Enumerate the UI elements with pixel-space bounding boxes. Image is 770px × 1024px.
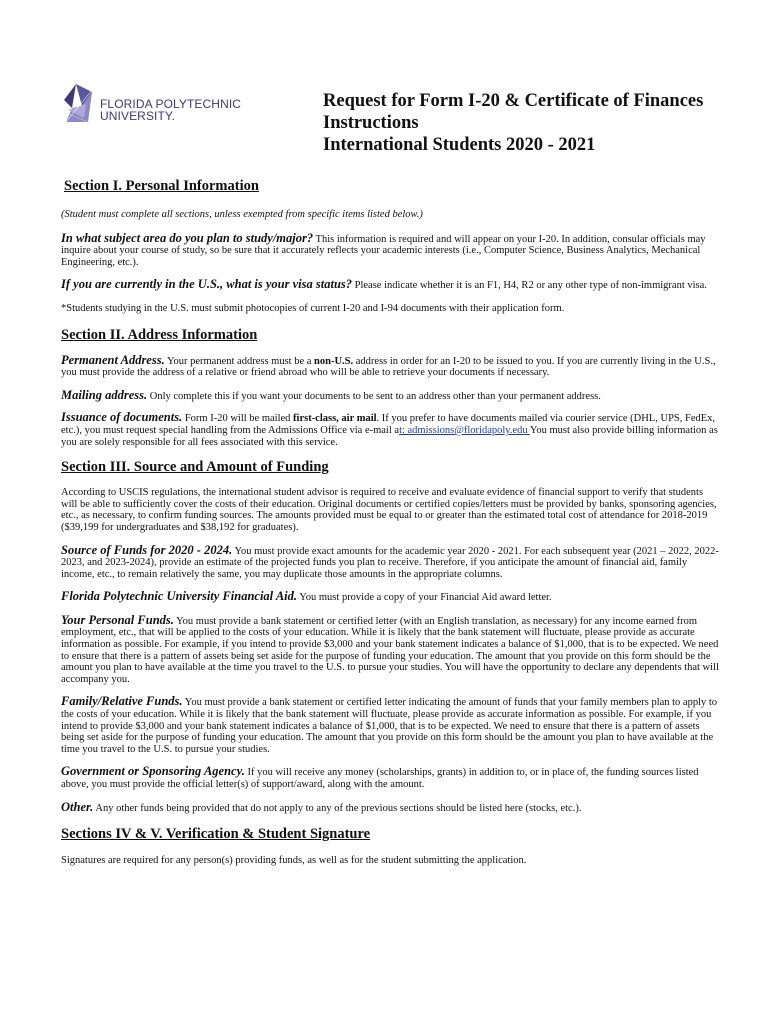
source-of-funds-text: You must provide exact amounts for the academic year 2020 - 2021. For each subsequent year (2021 – 2022, 2022-2023, and 2023-2024), provide an estimate of the projected funds you plan to receive. Therefore, if you anticipate the amount of financial aid, family income, etc., to remain relatively the same, you may duplicate those amounts in the appropriate columns. [61,545,719,580]
issuance-text-b: . If you prefer to have documents mailed via courier service (DHL, UPS, FedEx, etc.), you must request special handling from the Admissions Office via e-mail a [61,413,716,436]
document-body [61,178,719,867]
source-of-funds-lead: Source of Funds for 2020 - 2024. [61,542,233,557]
section-3-heading: Section III. Source and Amount of Funding [61,459,329,476]
financial-aid-text: You must provide a copy of your Financial Aid award letter. [297,592,552,604]
financial-aid-paragraph [61,591,719,604]
section-1-heading: Section I. Personal Information [64,178,259,194]
permanent-address-lead: Permanent Address. [61,352,165,367]
personal-funds-text: You must provide a bank statement or certified letter (with an English translation, as necessary) for any income earned from employment, etc., that will be applied to the costs of your education. While it is likely that the bank statement will fluctuate, please provide as accurate information as possible. For example, if you intend to provide $3,000 and your bank statement indicates a balance of $1,000, that is to be expected. We need to ensure that there is a pattern of assets being set aside for the purpose of funding your education. The amount that you provide on this form should be the amount you plan to have available at the time you travel to the U.S. to pursue your studies. You will have the opportunity to declare any dependents that will accompany you. [61,615,719,685]
title-line-1: Request for Form I-20 & Certificate of Finances [323,91,704,111]
document-title [323,90,743,156]
government-agency-paragraph [61,766,719,790]
major-paragraph [61,230,719,269]
financial-aid-lead: Florida Polytechnic University Financial Aid. [61,589,297,604]
section-1-note: (Student must complete all sections, unless exempted from specific items listed below.) [61,209,423,220]
mailing-address-paragraph [61,387,719,403]
issuance-bold: first-class, air mail [293,413,377,425]
other-funds-text: Any other funds being provided that do not apply to any of the previous sections should be listed here (stocks, etc.). [93,802,582,814]
section-2-heading: Section II. Address Information [61,326,258,343]
us-students-note: *Students studying in the U.S. must submit photocopies of current I-20 and I-94 documents with their application form. [61,302,565,314]
government-agency-text: If you will receive any money (scholarships, grants) in addition to, or in place of, the funding sources listed above, you must provide the official letter(s) of support/award, along with the amount. [61,767,699,790]
family-funds-lead: Family/Relative Funds. [61,694,183,709]
title-line-2: Instructions [323,113,419,133]
permanent-address-text-b: address in order for an I-20 to be issued to you. If you are currently living in the U.S., you must provide the address of a relative or friend abroad who will be able to retrieve your documents if necessary. [61,355,716,379]
issuance-paragraph [61,412,719,448]
other-funds-lead: Other. [61,799,94,814]
university-logo [62,82,242,124]
mailing-address-text: Only complete this if you want your documents to be sent to an address other than your permanent address. [147,390,601,402]
section-4-5-heading: Sections IV & V. Verification & Student Signature [61,826,371,843]
issuance-text-c: You must also provide billing information as you are solely responsible for all fees associated with this service. [61,424,718,448]
permanent-address-text-a: Your permanent address must be a [164,355,315,367]
permanent-address-paragraph [61,352,719,379]
personal-funds-lead: Your Personal Funds. [61,612,174,627]
major-lead: In what subject area do you plan to study/major? [61,230,314,245]
admissions-email-link[interactable]: t: admissions@floridapoly.edu [399,424,530,436]
funding-intro: According to USCIS regulations, the international student advisor is required to receive and evaluate evidence of financial support to verify that students will be able to sufficiently cover the costs of their education. Original documents or certified copies/letters must be provided by banks, sponsoring agencies, etc., as necessary, to confirm funding sources. The amounts provided must be equal to or greater than the estimated total cost of attendance for 2018-2019 ($39,199 for undergraduates and $38,192 for graduates). [61,487,717,533]
family-funds-paragraph [61,696,719,755]
issuance-lead: Issuance of documents. [61,410,183,425]
issuance-text-a: Form I-20 will be mailed [182,413,294,425]
signatures-note: Signatures are required for any person(s) providing funds, as well as for the student submitting the application. [61,855,527,867]
personal-funds-paragraph [61,612,719,686]
mailing-address-lead: Mailing address. [61,387,148,402]
visa-paragraph [61,279,719,292]
polytechnic-logo-icon [62,82,94,124]
visa-lead: If you are currently in the U.S., what is your visa status? [61,277,353,292]
logo-line-2: UNIVERSITY. [100,109,175,123]
logo-wordmark [100,98,241,122]
title-line-3: International Students 2020 - 2021 [323,135,596,155]
visa-text: Please indicate whether it is an F1, H4, R2 or any other type of non-immigrant visa. [352,280,707,292]
permanent-address-bold: non-U.S. [314,355,354,367]
major-text: This information is required and will appear on your I-20. In addition, consular officials may inquire about your course of study, so be sure that it accurately reflects your academic interests (i.e., Computer Science, Business Analytics, Mechanical Engineering, etc.). [61,233,706,268]
other-funds-paragraph [61,799,719,815]
government-agency-lead: Government or Sponsoring Agency. [61,764,245,779]
logo-line-1: FLORIDA POLYTECHNIC [100,97,242,111]
family-funds-text: You must provide a bank statement or certified letter indicating the amount of funds that your family members plan to apply to the costs of your education. While it is likely that the bank statement will fluctuate, please provide as accurate information as possible. For example, if you intend to provide $3,000 and your bank statement indicates a balance of $1,000, that is to be expected. We need to ensure that there is a pattern of assets being set aside for the purpose of funding your education. The amount that you provide on this form should be the amount you plan to have available at the time you travel to the U.S. to pursue your studies. [61,697,718,755]
source-of-funds-paragraph [61,542,719,581]
